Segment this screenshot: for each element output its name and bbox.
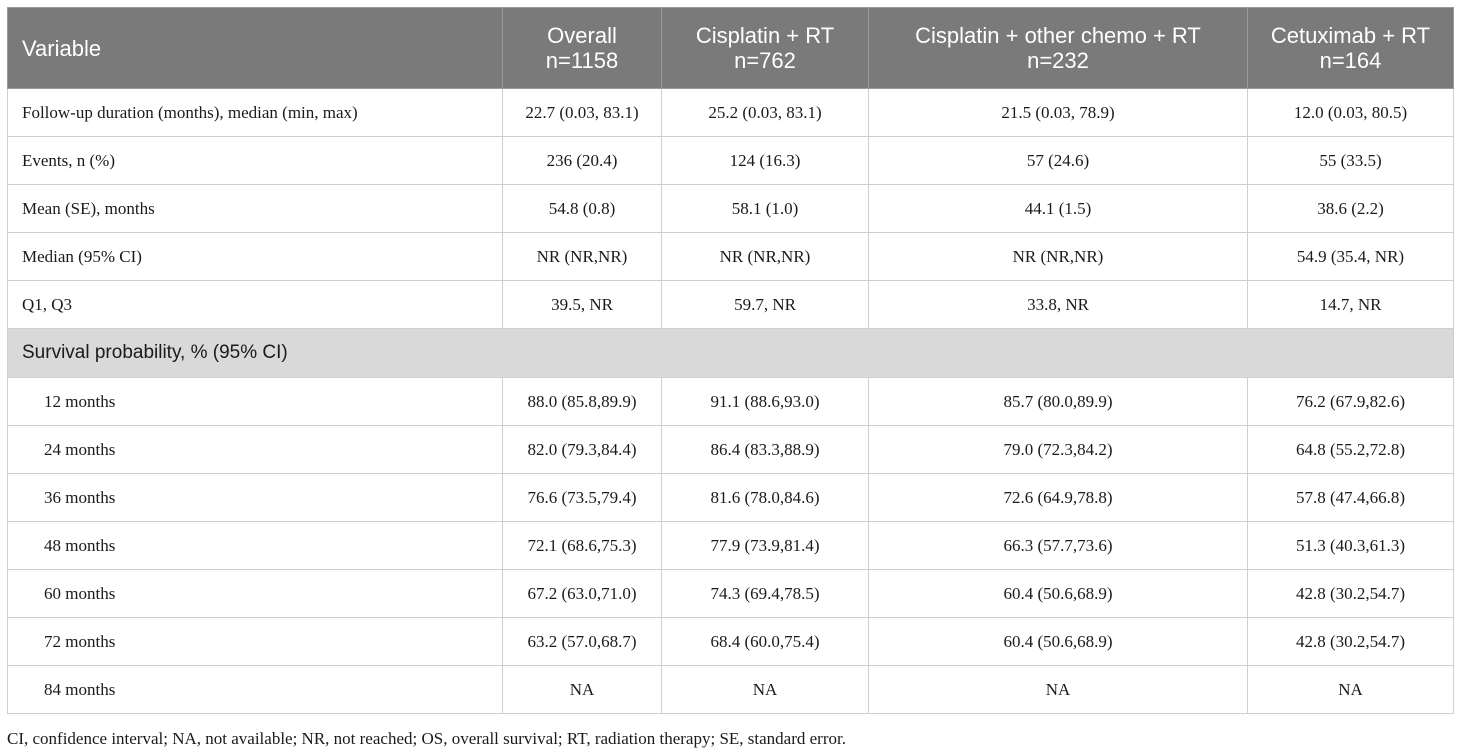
table-cell: NA (869, 666, 1248, 714)
table-cell: 25.2 (0.03, 83.1) (662, 89, 869, 137)
table-cell: 22.7 (0.03, 83.1) (503, 89, 662, 137)
table-cell: 64.8 (55.2,72.8) (1248, 426, 1454, 474)
table-cell: 76.2 (67.9,82.6) (1248, 378, 1454, 426)
row-label: Follow-up duration (months), median (min, max) (8, 89, 503, 137)
table-cell: 42.8 (30.2,54.7) (1248, 618, 1454, 666)
table-cell: 77.9 (73.9,81.4) (662, 522, 869, 570)
table-cell: 51.3 (40.3,61.3) (1248, 522, 1454, 570)
header-col-n: n=1158 (545, 48, 619, 73)
header-col-n: n=232 (1027, 48, 1089, 73)
table-header (8, 8, 1454, 89)
table-cell: 88.0 (85.8,89.9) (503, 378, 662, 426)
header-col-name: Cetuximab + RT (1270, 23, 1431, 48)
table-cell: 12.0 (0.03, 80.5) (1248, 89, 1454, 137)
row-label: Events, n (%) (8, 137, 503, 185)
table-cell: 42.8 (30.2,54.7) (1248, 570, 1454, 618)
table-cell: 33.8, NR (869, 281, 1248, 329)
table-cell: 57 (24.6) (869, 137, 1248, 185)
row-label: 48 months (8, 522, 503, 570)
table-cell: 55 (33.5) (1248, 137, 1454, 185)
table-cell: 72.1 (68.6,75.3) (503, 522, 662, 570)
table-cell: 60.4 (50.6,68.9) (869, 570, 1248, 618)
row-label: Median (95% CI) (8, 233, 503, 281)
header-col-name: Cisplatin + other chemo + RT (915, 23, 1201, 48)
table-row (8, 570, 1454, 618)
survival-table (7, 7, 1454, 714)
table-cell: 57.8 (47.4,66.8) (1248, 474, 1454, 522)
table-cell: 60.4 (50.6,68.9) (869, 618, 1248, 666)
table-row (8, 378, 1454, 426)
table-cell: 72.6 (64.9,78.8) (869, 474, 1248, 522)
header-cetuximab-rt (1248, 8, 1454, 89)
table-cell: 81.6 (78.0,84.6) (662, 474, 869, 522)
table-cell: 14.7, NR (1248, 281, 1454, 329)
table-cell: 59.7, NR (662, 281, 869, 329)
table-cell: 74.3 (69.4,78.5) (662, 570, 869, 618)
table-cell: 38.6 (2.2) (1248, 185, 1454, 233)
table-cell: 86.4 (83.3,88.9) (662, 426, 869, 474)
header-col-n: n=164 (1319, 48, 1382, 73)
table-footnote: CI, confidence interval; NA, not available; NR, not reached; OS, overall survival; RT, radiation therapy; SE, standard error. (7, 729, 846, 748)
table-cell: 82.0 (79.3,84.4) (503, 426, 662, 474)
header-cisplatin-rt (662, 8, 869, 89)
table-cell: NR (NR,NR) (662, 233, 869, 281)
row-label: Mean (SE), months (8, 185, 503, 233)
table-cell: NA (503, 666, 662, 714)
table-row (8, 137, 1454, 185)
table-cell: NA (1248, 666, 1454, 714)
table-cell: NR (NR,NR) (869, 233, 1248, 281)
table-row (8, 233, 1454, 281)
table-body (8, 89, 1454, 714)
header-col-name: Cisplatin + RT (695, 23, 835, 48)
header-variable: Variable (8, 8, 503, 89)
table-cell: NR (NR,NR) (503, 233, 662, 281)
row-label: 60 months (8, 570, 503, 618)
table-cell: 236 (20.4) (503, 137, 662, 185)
table-cell: 79.0 (72.3,84.2) (869, 426, 1248, 474)
table-cell: 44.1 (1.5) (869, 185, 1248, 233)
table-row (8, 426, 1454, 474)
row-label: 12 months (8, 378, 503, 426)
table-cell: 85.7 (80.0,89.9) (869, 378, 1248, 426)
table-cell: 21.5 (0.03, 78.9) (869, 89, 1248, 137)
header-col-name: Overall (547, 23, 617, 48)
table-cell: 54.9 (35.4, NR) (1248, 233, 1454, 281)
header-overall (503, 8, 662, 89)
row-label: 84 months (8, 666, 503, 714)
section-row (8, 329, 1454, 378)
table-cell: 124 (16.3) (662, 137, 869, 185)
header-row (8, 8, 1454, 89)
table-cell: 54.8 (0.8) (503, 185, 662, 233)
table-row (8, 281, 1454, 329)
table-cell: 76.6 (73.5,79.4) (503, 474, 662, 522)
table-row (8, 666, 1454, 714)
table-row (8, 89, 1454, 137)
section-label: Survival probability, % (95% CI) (8, 329, 1454, 378)
table-row (8, 618, 1454, 666)
table-cell: 67.2 (63.0,71.0) (503, 570, 662, 618)
table-cell: 91.1 (88.6,93.0) (662, 378, 869, 426)
table-cell: 58.1 (1.0) (662, 185, 869, 233)
table-cell: 39.5, NR (503, 281, 662, 329)
table-cell: 66.3 (57.7,73.6) (869, 522, 1248, 570)
table-cell: 68.4 (60.0,75.4) (662, 618, 869, 666)
table-cell: 63.2 (57.0,68.7) (503, 618, 662, 666)
row-label: 36 months (8, 474, 503, 522)
row-label: 72 months (8, 618, 503, 666)
row-label: 24 months (8, 426, 503, 474)
table-cell: NA (662, 666, 869, 714)
table-row (8, 474, 1454, 522)
table-row (8, 522, 1454, 570)
table-row (8, 185, 1454, 233)
header-col-n: n=762 (734, 48, 796, 73)
row-label: Q1, Q3 (8, 281, 503, 329)
header-cisplatin-other-chemo-rt (869, 8, 1248, 89)
